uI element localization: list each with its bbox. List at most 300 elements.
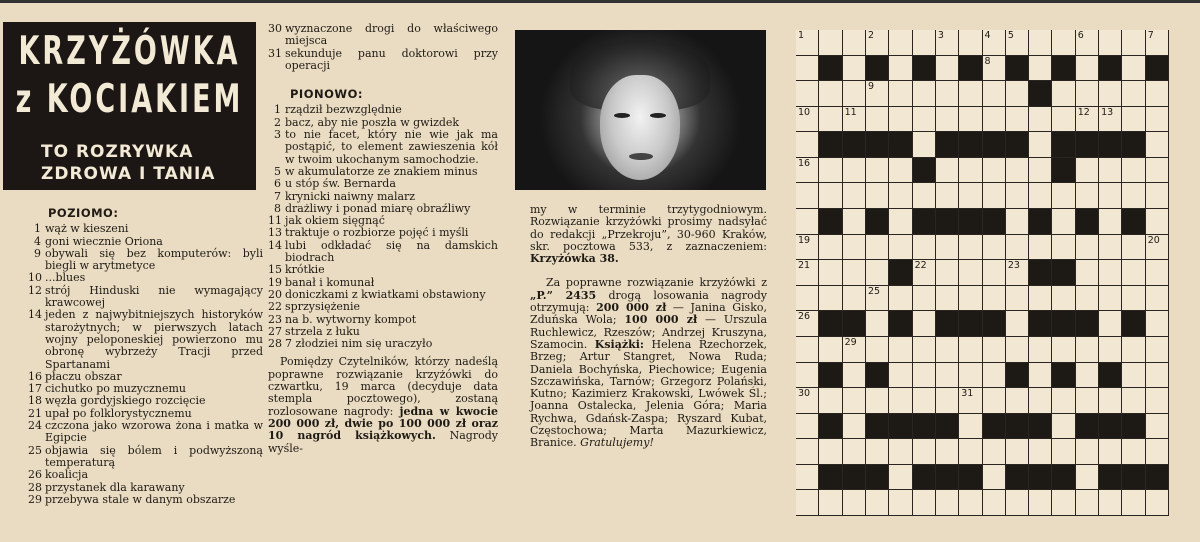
grid-cell[interactable]: [959, 286, 982, 312]
grid-cell[interactable]: [983, 388, 1006, 414]
grid-cell[interactable]: [819, 439, 842, 465]
grid-cell[interactable]: [1122, 158, 1145, 184]
grid-cell[interactable]: [889, 209, 912, 235]
grid-cell[interactable]: [1052, 209, 1075, 235]
grid-cell[interactable]: [866, 388, 889, 414]
grid-cell[interactable]: [1146, 260, 1169, 286]
grid-cell[interactable]: [796, 414, 819, 440]
grid-cell[interactable]: [959, 107, 982, 133]
grid-cell[interactable]: [983, 158, 1006, 184]
clue-item: [28, 445, 263, 470]
grid-cell[interactable]: [796, 286, 819, 312]
clue-number: 11: [268, 214, 282, 228]
grid-block-cell: [1122, 414, 1145, 440]
grid-cell[interactable]: [1006, 235, 1029, 261]
grid-cell[interactable]: [796, 30, 819, 56]
grid-cell[interactable]: [843, 158, 866, 184]
grid-cell[interactable]: [889, 439, 912, 465]
grid-cell[interactable]: [1099, 260, 1122, 286]
grid-cell[interactable]: [913, 439, 936, 465]
grid-cell[interactable]: [866, 183, 889, 209]
grid-cell[interactable]: [1099, 490, 1122, 516]
grid-cell[interactable]: [1052, 107, 1075, 133]
grid-cell[interactable]: [1052, 388, 1075, 414]
grid-cell[interactable]: [1099, 183, 1122, 209]
grid-cell[interactable]: [936, 158, 959, 184]
grid-cell[interactable]: [1099, 286, 1122, 312]
grid-cell[interactable]: [1122, 235, 1145, 261]
grid-cell[interactable]: [1099, 81, 1122, 107]
grid-cell[interactable]: [1029, 388, 1052, 414]
grid-cell[interactable]: [1052, 286, 1075, 312]
grid-cell[interactable]: [819, 81, 842, 107]
grid-cell[interactable]: [1052, 490, 1075, 516]
clue-text: rządził bezwzględnie: [285, 103, 402, 117]
grid-cell[interactable]: [959, 260, 982, 286]
grid-cell[interactable]: [796, 183, 819, 209]
grid-cell[interactable]: [843, 260, 866, 286]
grid-cell[interactable]: [843, 414, 866, 440]
grid-cell[interactable]: [1076, 107, 1099, 133]
grid-block-cell: [1146, 56, 1169, 82]
grid-cell[interactable]: [1029, 30, 1052, 56]
grid-cell[interactable]: [1052, 414, 1075, 440]
grid-cell[interactable]: [843, 81, 866, 107]
grid-cell[interactable]: [936, 286, 959, 312]
grid-cell[interactable]: [889, 107, 912, 133]
grid-cell[interactable]: [913, 30, 936, 56]
grid-cell[interactable]: [1006, 311, 1029, 337]
grid-cell[interactable]: [796, 439, 819, 465]
clue-text: krynicki naiwny malarz: [285, 189, 416, 203]
grid-cell[interactable]: [889, 363, 912, 389]
clue-text: banał i komunał: [285, 275, 375, 289]
grid-cell[interactable]: [936, 107, 959, 133]
clue-item: [28, 223, 263, 235]
grid-cell[interactable]: [796, 235, 819, 261]
grid-cell[interactable]: [983, 81, 1006, 107]
grid-cell[interactable]: [1076, 388, 1099, 414]
grid-cell[interactable]: [1006, 337, 1029, 363]
grid-cell[interactable]: [819, 388, 842, 414]
grid-cell[interactable]: [1122, 81, 1145, 107]
grid-cell[interactable]: [889, 235, 912, 261]
grid-cell[interactable]: [913, 81, 936, 107]
grid-cell[interactable]: [1122, 260, 1145, 286]
grid-cell[interactable]: [1146, 183, 1169, 209]
grid-cell[interactable]: [1052, 235, 1075, 261]
clue-number: 25: [28, 443, 42, 457]
grid-cell[interactable]: [889, 388, 912, 414]
grid-block-cell: [819, 311, 842, 337]
grid-cell[interactable]: [1029, 183, 1052, 209]
grid-cell[interactable]: [819, 107, 842, 133]
info-paragraph-1: [268, 356, 498, 454]
grid-cell[interactable]: [1099, 439, 1122, 465]
grid-cell[interactable]: [959, 183, 982, 209]
grid-cell[interactable]: [1076, 363, 1099, 389]
clue-item: [268, 227, 498, 239]
grid-cell[interactable]: [1122, 363, 1145, 389]
grid-cell[interactable]: [983, 235, 1006, 261]
grid-cell[interactable]: [843, 388, 866, 414]
grid-cell[interactable]: [1052, 183, 1075, 209]
grid-cell[interactable]: [983, 286, 1006, 312]
clue-number: 24: [28, 419, 42, 433]
grid-cell[interactable]: [889, 56, 912, 82]
grid-cell[interactable]: [1052, 439, 1075, 465]
grid-cell[interactable]: [1122, 388, 1145, 414]
grid-cell[interactable]: [866, 107, 889, 133]
grid-cell[interactable]: [1146, 388, 1169, 414]
grid-cell[interactable]: [843, 490, 866, 516]
grid-cell[interactable]: [913, 286, 936, 312]
grid-cell[interactable]: [1146, 107, 1169, 133]
grid-cell[interactable]: [959, 490, 982, 516]
info-text-2: my w terminie trzytygodniowym. Rozwiązanie krzyżówki prosimy nadsyłać do redakcji „Przekroju”, 30-960 Kraków, skr. pocztowa 533, z zaznaczeniem:: [530, 203, 767, 253]
grid-cell[interactable]: [1122, 439, 1145, 465]
photo-eye-left: [614, 113, 630, 118]
info-paragraph-3: [530, 277, 767, 449]
grid-cell[interactable]: [1029, 439, 1052, 465]
clue-item: [28, 420, 263, 445]
grid-cell[interactable]: [983, 56, 1006, 82]
info-congrats: Gratulujemy!: [580, 436, 654, 450]
grid-number: 19: [798, 234, 811, 246]
grid-cell[interactable]: [796, 56, 819, 82]
grid-cell[interactable]: [843, 56, 866, 82]
grid-block-cell: [913, 209, 936, 235]
grid-cell[interactable]: [983, 465, 1006, 491]
grid-cell[interactable]: [796, 490, 819, 516]
grid-cell[interactable]: [819, 30, 842, 56]
grid-block-cell: [1029, 414, 1052, 440]
clue-item: [268, 48, 498, 73]
grid-cell[interactable]: [1076, 439, 1099, 465]
grid-cell[interactable]: [1122, 183, 1145, 209]
grid-cell[interactable]: [913, 363, 936, 389]
grid-block-cell: [843, 311, 866, 337]
grid-cell[interactable]: [843, 363, 866, 389]
grid-block-cell: [1146, 465, 1169, 491]
grid-cell[interactable]: [1146, 158, 1169, 184]
grid-cell[interactable]: [936, 337, 959, 363]
grid-cell[interactable]: [1052, 81, 1075, 107]
grid-cell[interactable]: [866, 439, 889, 465]
info-winner-200: — Janina Gisko, Zduńska Wola;: [530, 301, 767, 327]
grid-number: 26: [798, 311, 811, 323]
grid-cell[interactable]: [843, 286, 866, 312]
grid-cell[interactable]: [913, 183, 936, 209]
grid-cell[interactable]: [1122, 107, 1145, 133]
grid-cell[interactable]: [1122, 490, 1145, 516]
grid-cell[interactable]: [889, 490, 912, 516]
grid-cell[interactable]: [1006, 183, 1029, 209]
grid-number: 20: [1147, 234, 1160, 246]
grid-block-cell: [819, 209, 842, 235]
grid-cell[interactable]: [796, 465, 819, 491]
grid-block-cell: [913, 56, 936, 82]
grid-cell[interactable]: [1076, 465, 1099, 491]
grid-cell[interactable]: [843, 209, 866, 235]
grid-cell[interactable]: [1146, 209, 1169, 235]
grid-cell[interactable]: [1006, 286, 1029, 312]
grid-cell[interactable]: [1099, 235, 1122, 261]
grid-cell[interactable]: [889, 30, 912, 56]
grid-cell[interactable]: [1146, 81, 1169, 107]
grid-cell[interactable]: [1076, 490, 1099, 516]
grid-number: 28: [1054, 311, 1067, 323]
grid-cell[interactable]: [913, 388, 936, 414]
grid-number: 12: [1077, 106, 1090, 118]
grid-cell[interactable]: [983, 107, 1006, 133]
grid-cell[interactable]: [1099, 311, 1122, 337]
grid-cell[interactable]: [1006, 490, 1029, 516]
grid-cell[interactable]: [959, 414, 982, 440]
grid-block-cell: [936, 414, 959, 440]
grid-cell[interactable]: [1099, 158, 1122, 184]
grid-cell[interactable]: [819, 286, 842, 312]
grid-cell[interactable]: [959, 30, 982, 56]
grid-cell[interactable]: [843, 439, 866, 465]
grid-cell[interactable]: [1076, 183, 1099, 209]
grid-cell[interactable]: [1029, 235, 1052, 261]
grid-cell[interactable]: [796, 132, 819, 158]
grid-cell[interactable]: [1122, 30, 1145, 56]
grid-cell[interactable]: [936, 260, 959, 286]
grid-cell[interactable]: [1146, 414, 1169, 440]
grid-cell[interactable]: [1052, 30, 1075, 56]
grid-cell[interactable]: [936, 56, 959, 82]
grid-cell[interactable]: [983, 363, 1006, 389]
grid-cell[interactable]: [1029, 363, 1052, 389]
grid-block-cell: [889, 311, 912, 337]
grid-cell[interactable]: [1006, 439, 1029, 465]
info-text-1-end: Nagrody wyśle-: [268, 429, 498, 455]
grid-cell[interactable]: [913, 490, 936, 516]
grid-cell[interactable]: [1029, 56, 1052, 82]
grid-cell[interactable]: [796, 337, 819, 363]
grid-cell[interactable]: [913, 107, 936, 133]
poziomo-heading: POZIOMO:: [48, 206, 119, 220]
clue-text: jak okiem sięgnąć: [285, 214, 385, 228]
grid-cell[interactable]: [1146, 30, 1169, 56]
grid-block-cell: [1076, 132, 1099, 158]
grid-cell[interactable]: [819, 490, 842, 516]
grid-cell[interactable]: [983, 337, 1006, 363]
grid-number: 18: [821, 209, 834, 221]
grid-cell[interactable]: [866, 235, 889, 261]
grid-cell[interactable]: [1006, 107, 1029, 133]
grid-number: 30: [798, 388, 811, 400]
grid-cell[interactable]: [796, 158, 819, 184]
grid-cell[interactable]: [796, 311, 819, 337]
grid-cell[interactable]: [936, 490, 959, 516]
clue-text: traktuje o rozbiorze pojęć i myśli: [285, 226, 469, 240]
grid-cell[interactable]: [1029, 286, 1052, 312]
grid-cell[interactable]: [796, 260, 819, 286]
grid-block-cell: [1006, 56, 1029, 82]
grid-block-cell: [819, 414, 842, 440]
grid-cell[interactable]: [1029, 490, 1052, 516]
grid-block-cell: [936, 311, 959, 337]
grid-cell[interactable]: [866, 490, 889, 516]
clue-item: [268, 191, 498, 203]
clue-number: 28: [268, 337, 282, 351]
grid-cell[interactable]: [959, 158, 982, 184]
grid-cell[interactable]: [1076, 337, 1099, 363]
grid-cell[interactable]: [936, 439, 959, 465]
grid-cell[interactable]: [1006, 388, 1029, 414]
grid-cell[interactable]: [843, 235, 866, 261]
grid-cell[interactable]: [983, 439, 1006, 465]
grid-cell[interactable]: [866, 286, 889, 312]
title-line1: KRZYŻÓWKA: [18, 29, 241, 74]
grid-cell[interactable]: [796, 107, 819, 133]
grid-cell[interactable]: [1076, 158, 1099, 184]
grid-cell[interactable]: [983, 490, 1006, 516]
grid-cell[interactable]: [1146, 286, 1169, 312]
grid-cell[interactable]: [959, 81, 982, 107]
grid-cell[interactable]: [843, 30, 866, 56]
grid-cell[interactable]: [959, 439, 982, 465]
grid-cell[interactable]: [1076, 260, 1099, 286]
clue-number: 12: [28, 283, 42, 297]
grid-cell[interactable]: [1146, 363, 1169, 389]
grid-cell[interactable]: [959, 388, 982, 414]
grid-block-cell: [819, 465, 842, 491]
grid-cell[interactable]: [866, 311, 889, 337]
grid-cell[interactable]: [1029, 132, 1052, 158]
clue-item: [268, 23, 498, 48]
grid-cell[interactable]: [936, 388, 959, 414]
photo-eye-right: [650, 113, 666, 118]
grid-cell[interactable]: [1076, 56, 1099, 82]
grid-cell[interactable]: [983, 30, 1006, 56]
grid-cell[interactable]: [843, 107, 866, 133]
grid-cell[interactable]: [796, 363, 819, 389]
grid-block-cell: [959, 132, 982, 158]
clue-text: goni wiecznie Oriona: [45, 234, 163, 248]
grid-cell[interactable]: [866, 81, 889, 107]
grid-block-cell: [1122, 132, 1145, 158]
clue-text: strzela z łuku: [285, 324, 360, 338]
grid-number: 15: [1054, 132, 1067, 144]
grid-cell[interactable]: [1146, 490, 1169, 516]
clue-number: 19: [268, 275, 282, 289]
grid-cell[interactable]: [1076, 30, 1099, 56]
grid-cell[interactable]: [1076, 81, 1099, 107]
grid-cell[interactable]: [866, 158, 889, 184]
grid-cell[interactable]: [1099, 388, 1122, 414]
grid-cell[interactable]: [913, 337, 936, 363]
grid-number: 29: [844, 336, 857, 348]
grid-block-cell: [866, 209, 889, 235]
grid-cell[interactable]: [1006, 81, 1029, 107]
grid-cell[interactable]: [959, 235, 982, 261]
grid-cell[interactable]: [1122, 56, 1145, 82]
grid-cell[interactable]: [1006, 260, 1029, 286]
grid-cell[interactable]: [819, 183, 842, 209]
grid-cell[interactable]: [983, 260, 1006, 286]
grid-cell[interactable]: [1029, 158, 1052, 184]
grid-cell[interactable]: [1006, 30, 1029, 56]
grid-cell[interactable]: [959, 337, 982, 363]
grid-cell[interactable]: [936, 81, 959, 107]
grid-cell[interactable]: [1052, 337, 1075, 363]
grid-cell[interactable]: [866, 337, 889, 363]
grid-cell[interactable]: [936, 30, 959, 56]
grid-cell[interactable]: [889, 465, 912, 491]
grid-cell[interactable]: [1122, 286, 1145, 312]
grid-cell[interactable]: [819, 260, 842, 286]
grid-cell[interactable]: [1006, 158, 1029, 184]
grid-cell[interactable]: [913, 132, 936, 158]
grid-cell[interactable]: [936, 363, 959, 389]
clue-number: 17: [28, 382, 42, 396]
grid-cell[interactable]: [796, 81, 819, 107]
grid-cell[interactable]: [819, 158, 842, 184]
grid-cell[interactable]: [1099, 30, 1122, 56]
grid-block-cell: [1052, 465, 1075, 491]
grid-cell[interactable]: [866, 30, 889, 56]
grid-cell[interactable]: [796, 388, 819, 414]
grid-cell[interactable]: [1146, 235, 1169, 261]
grid-cell[interactable]: [1029, 107, 1052, 133]
grid-cell[interactable]: [819, 337, 842, 363]
grid-cell[interactable]: [843, 183, 866, 209]
grid-cell[interactable]: [1146, 439, 1169, 465]
grid-cell[interactable]: [1099, 337, 1122, 363]
grid-cell[interactable]: [1076, 286, 1099, 312]
grid-cell[interactable]: [889, 337, 912, 363]
grid-cell[interactable]: [889, 81, 912, 107]
grid-number: 9: [867, 81, 874, 93]
grid-cell[interactable]: [1146, 311, 1169, 337]
grid-cell[interactable]: [913, 311, 936, 337]
grid-block-cell: [866, 132, 889, 158]
grid-cell[interactable]: [889, 183, 912, 209]
grid-cell[interactable]: [796, 209, 819, 235]
grid-cell[interactable]: [1122, 337, 1145, 363]
grid-block-cell: [819, 132, 842, 158]
grid-cell[interactable]: [1146, 132, 1169, 158]
clue-text: przystanek dla karawany: [45, 480, 185, 494]
grid-cell[interactable]: [983, 183, 1006, 209]
clue-text: płaczu obszar: [45, 369, 122, 383]
clue-item: [268, 338, 498, 350]
info-winners-books: Helena Rzechorzek, Brzeg; Artur Stangret, Nowa Ruda; Daniela Bochyńska, Piechowice; Eugenia Szczawińska, Tarnów; Grzegorz Polański, Kutno; Kazimierz Krakowski, Lwówek Śl.; Joanna Ostalecka, Jelenia Góra; Maria Rychwa, Gdańsk-Zaspa; Ryszard Kubat, Częstochowa; Marta Mazurkiewicz, Branice.: [530, 337, 768, 450]
grid-cell[interactable]: [913, 235, 936, 261]
grid-cell[interactable]: [1029, 337, 1052, 363]
grid-cell[interactable]: [819, 235, 842, 261]
grid-cell[interactable]: [959, 363, 982, 389]
clue-number: 4: [34, 234, 41, 248]
grid-cell[interactable]: [1099, 107, 1122, 133]
grid-cell[interactable]: [1006, 209, 1029, 235]
grid-cell[interactable]: [843, 337, 866, 363]
grid-cell[interactable]: [1146, 337, 1169, 363]
grid-cell[interactable]: [889, 158, 912, 184]
grid-cell[interactable]: [936, 183, 959, 209]
grid-cell[interactable]: [936, 235, 959, 261]
grid-cell[interactable]: [913, 260, 936, 286]
grid-cell[interactable]: [1099, 209, 1122, 235]
grid-cell[interactable]: [866, 260, 889, 286]
title-line2: z KOCIAKIEM: [15, 77, 244, 122]
grid-cell[interactable]: [1076, 235, 1099, 261]
grid-cell[interactable]: [889, 286, 912, 312]
